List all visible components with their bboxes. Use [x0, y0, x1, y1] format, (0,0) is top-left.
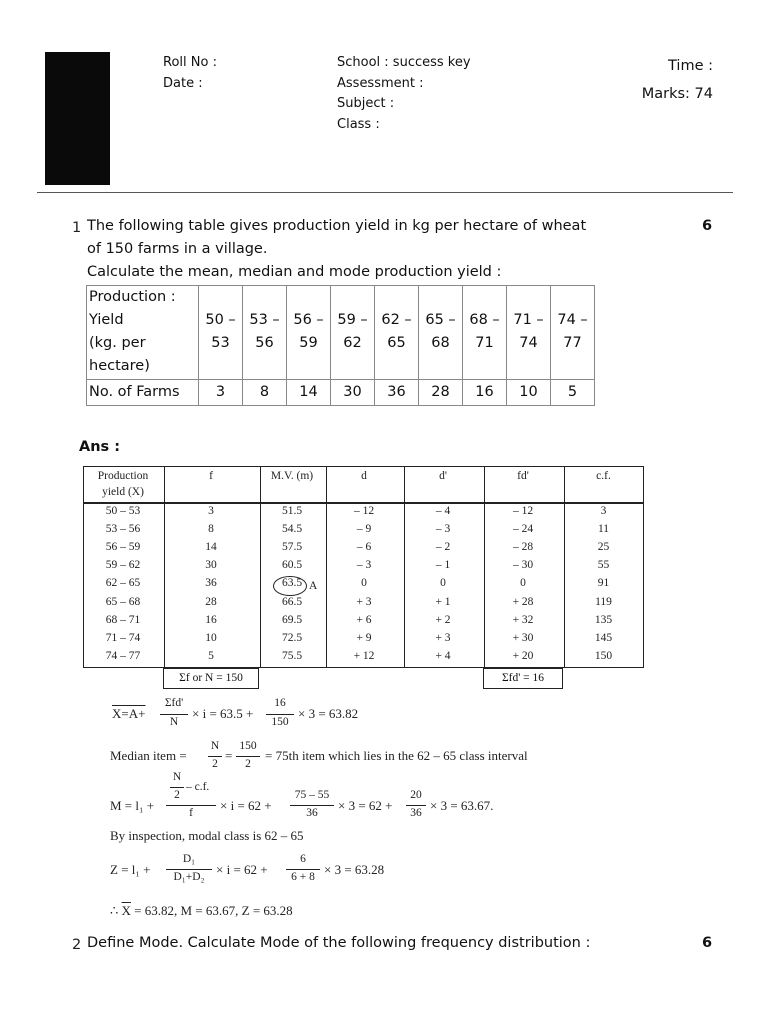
- question-1-marks: 6: [702, 218, 713, 234]
- median-lhs: M = l₁ +: [110, 798, 155, 813]
- class-end: 68: [431, 335, 450, 351]
- class-cell: [243, 286, 287, 380]
- subject-label: Subject :: [337, 96, 395, 111]
- median-num2: 75 – 55: [294, 789, 330, 801]
- header-line: hectare): [89, 358, 150, 374]
- mean-symbol: $\overline{X}$: [121, 903, 131, 918]
- median-minus-cf: – c.f.: [186, 781, 210, 793]
- class-label: Class :: [337, 117, 380, 132]
- class-end: 77: [563, 335, 582, 351]
- class-cell: [419, 286, 463, 380]
- row-mv: 54.5: [281, 523, 303, 536]
- class-start: 65 –: [425, 312, 456, 328]
- class-cell: [463, 286, 507, 380]
- question-2-marks: 6: [702, 935, 713, 951]
- farms-cell: 3: [199, 380, 243, 406]
- header-line: (kg. per: [89, 335, 146, 351]
- row-fd-prime: – 30: [512, 559, 534, 572]
- farms-cell: 10: [507, 380, 551, 406]
- median-n: N: [172, 771, 182, 783]
- row-fd-prime: – 12: [512, 505, 534, 517]
- row-mv: 72.5: [281, 631, 303, 644]
- row-cf: 25: [597, 541, 610, 554]
- row-f: 30: [205, 559, 217, 572]
- question-2-text: Define Mode. Calculate Mode of the following frequency distribution :: [87, 935, 591, 951]
- row-cf: 3: [600, 505, 607, 517]
- question-1-table: [86, 285, 595, 406]
- school-logo-block: [45, 52, 110, 185]
- class-end: 59: [299, 335, 318, 351]
- row-cf: 55: [597, 559, 610, 572]
- header-divider-line: [84, 502, 643, 504]
- row-mv: 51.5: [281, 505, 303, 517]
- conclusion: [110, 903, 293, 919]
- fraction-bar: [170, 787, 184, 788]
- row-f: 16: [205, 613, 217, 626]
- header-divider: [37, 192, 733, 193]
- median-mid: × i = 62 +: [220, 798, 272, 813]
- answer-label: Ans :: [79, 439, 121, 455]
- question-1-line-2: of 150 farms in a village.: [87, 241, 268, 257]
- class-cell: [199, 286, 243, 380]
- col-header-m: M.V. (m): [270, 470, 314, 482]
- row-mv: 75.5: [281, 649, 303, 662]
- row-fd-prime: – 28: [512, 541, 534, 554]
- row-d: – 12: [353, 505, 375, 517]
- fraction-bar: [406, 805, 426, 806]
- table-row: [87, 286, 595, 380]
- farms-cell: 14: [287, 380, 331, 406]
- row-mv: 63.5: [281, 577, 303, 590]
- row-d: – 6: [356, 541, 372, 554]
- mean-lhs-text: X=A+: [112, 706, 146, 721]
- mean-den2: 150: [271, 716, 289, 728]
- median-item-den1: 2: [212, 758, 218, 770]
- class-end: 56: [255, 335, 274, 351]
- col-header-x-2: yield (X): [102, 486, 144, 498]
- row-fd-prime: + 30: [512, 631, 534, 644]
- class-start: 53 –: [249, 312, 280, 328]
- row-d-prime: – 1: [435, 559, 451, 572]
- sum-fd-box: Σfd' = 16: [483, 668, 563, 689]
- farms-cell: 16: [463, 380, 507, 406]
- fraction-bar: [236, 756, 260, 757]
- mode-num1: D₁: [182, 853, 196, 865]
- row-cf: 119: [595, 595, 612, 608]
- school-label: School : success key: [337, 55, 471, 70]
- header-line: Production :: [89, 289, 176, 305]
- class-cell: [331, 286, 375, 380]
- farms-cell: 30: [331, 380, 375, 406]
- assumed-mean-circle: [273, 576, 307, 596]
- median-item-num2: 150: [239, 740, 257, 752]
- class-start: 71 –: [513, 312, 544, 328]
- row-class: 71 – 74: [105, 631, 141, 644]
- assessment-label: Assessment :: [337, 76, 424, 91]
- col-header-fd-prime: fd': [517, 470, 529, 482]
- mode-num2: 6: [300, 853, 306, 865]
- mode-den1: D₁+D₂: [173, 871, 205, 883]
- row-d: – 3: [356, 559, 372, 572]
- row-d-prime: + 3: [435, 631, 451, 644]
- fraction-bar: [160, 714, 188, 715]
- question-1-line-1: The following table gives production yield in kg per hectare of wheat: [87, 218, 587, 234]
- fraction-bar: [286, 869, 320, 870]
- fraction-bar: [166, 805, 216, 806]
- mode-mid: × i = 62 +: [216, 862, 268, 877]
- col-header-d: d: [361, 470, 367, 482]
- row-d: 0: [361, 577, 367, 590]
- fraction-bar: [266, 714, 294, 715]
- class-start: 68 –: [469, 312, 500, 328]
- row-mv: 66.5: [281, 595, 303, 608]
- class-cell: [507, 286, 551, 380]
- mean-mid: × i = 63.5 +: [192, 706, 254, 721]
- row-class: 68 – 71: [105, 613, 141, 626]
- row-cf: 91: [597, 577, 610, 590]
- row-d-prime: – 4: [435, 505, 451, 517]
- farms-cell: 28: [419, 380, 463, 406]
- row-d-prime: + 1: [435, 595, 451, 608]
- assumed-mean-mark: A: [309, 580, 318, 592]
- farms-label-cell: No. of Farms: [87, 380, 199, 406]
- conclusion-values: = 63.82, M = 63.67, Z = 63.28: [134, 903, 293, 918]
- row-f: 5: [208, 649, 214, 662]
- therefore-symbol: ∴: [110, 903, 119, 918]
- row-d: + 3: [356, 595, 372, 608]
- mode-end: × 3 = 63.28: [324, 862, 385, 877]
- median-item-num1: N: [210, 740, 220, 752]
- class-cell: [287, 286, 331, 380]
- roll-no-label: Roll No :: [163, 55, 217, 70]
- median-item-end: = 75th item which lies in the 62 – 65 class interval: [265, 748, 528, 763]
- marks-label: Marks: 74: [641, 86, 713, 102]
- row-fd-prime: + 20: [512, 649, 534, 662]
- class-end: 74: [519, 335, 538, 351]
- farms-cell: 36: [375, 380, 419, 406]
- row-mv: 57.5: [281, 541, 303, 554]
- mode-lhs: Z = l₁ +: [110, 862, 151, 877]
- question-1-number: 1: [72, 220, 82, 236]
- date-label: Date :: [163, 76, 203, 91]
- row-class: 53 – 56: [105, 523, 141, 536]
- row-f: 28: [205, 595, 217, 608]
- class-start: 59 –: [337, 312, 368, 328]
- time-label: Time :: [668, 58, 713, 74]
- row-mv: 69.5: [281, 613, 303, 626]
- median-den1: f: [189, 807, 193, 819]
- class-end: 53: [211, 335, 230, 351]
- class-start: 50 –: [205, 312, 236, 328]
- row-f: 36: [205, 577, 217, 590]
- row-cf: 150: [594, 649, 613, 662]
- median-end: × 3 = 63.67.: [430, 798, 494, 813]
- fraction-bar: [166, 869, 212, 870]
- row-class: 56 – 59: [105, 541, 141, 554]
- row-d-prime: + 2: [435, 613, 451, 626]
- row-f: 14: [205, 541, 217, 554]
- class-start: 74 –: [557, 312, 588, 328]
- header-line: Yield: [89, 312, 124, 328]
- farms-cell: 8: [243, 380, 287, 406]
- row-class: 74 – 77: [105, 649, 141, 662]
- row-cf: 135: [594, 613, 613, 626]
- farms-cell: 5: [551, 380, 595, 406]
- fraction-bar: [208, 756, 222, 757]
- col-header-x-1: Production: [97, 470, 149, 482]
- median-two: 2: [174, 789, 180, 801]
- mean-num1: Σfd': [164, 697, 184, 709]
- class-end: 62: [343, 335, 362, 351]
- row-d: + 6: [356, 613, 372, 626]
- row-d: + 12: [353, 649, 375, 662]
- row-d-prime: 0: [440, 577, 446, 590]
- row-fd-prime: + 28: [512, 595, 534, 608]
- row-d-prime: + 4: [435, 649, 451, 662]
- row-d-prime: – 2: [435, 541, 451, 554]
- mean-num2: 16: [274, 697, 286, 709]
- row-mv: 60.5: [281, 559, 303, 572]
- table-row: [87, 380, 595, 406]
- median-mid2: × 3 = 62 +: [338, 798, 393, 813]
- mean-end: × 3 = 63.82: [298, 706, 359, 721]
- row-fd-prime: – 24: [512, 523, 534, 536]
- class-end: 65: [387, 335, 406, 351]
- row-d-prime: – 3: [435, 523, 451, 536]
- row-d: + 9: [356, 631, 372, 644]
- median-item-lhs: Median item =: [110, 748, 187, 763]
- question-1-line-3: Calculate the mean, median and mode production yield :: [87, 264, 502, 280]
- row-f: 10: [205, 631, 217, 644]
- class-cell: [551, 286, 595, 380]
- question-2-number: 2: [72, 937, 82, 953]
- median-den3: 36: [410, 807, 422, 819]
- row-cf: 11: [597, 523, 610, 536]
- class-end: 71: [475, 335, 494, 351]
- class-start: 56 –: [293, 312, 324, 328]
- row-fd-prime: 0: [520, 577, 526, 590]
- row-class: 50 – 53: [105, 505, 141, 517]
- row-f: 8: [208, 523, 214, 536]
- row-class: 62 – 65: [105, 577, 141, 590]
- median-den2: 36: [306, 807, 318, 819]
- class-cell: [375, 286, 419, 380]
- col-header-d-prime: d': [439, 470, 447, 482]
- mean-den1: N: [169, 716, 179, 728]
- median-num3: 20: [410, 789, 422, 801]
- modal-class-inspection: By inspection, modal class is 62 – 65: [110, 828, 304, 843]
- row-f: 3: [208, 505, 214, 517]
- fraction-bar: [290, 805, 334, 806]
- mean-lhs: [112, 706, 145, 722]
- col-header-f: f: [209, 470, 213, 482]
- class-start: 62 –: [381, 312, 412, 328]
- row-class: 59 – 62: [105, 559, 141, 572]
- row-cf: 145: [594, 631, 613, 644]
- row-class: 65 – 68: [105, 595, 141, 608]
- row-fd-prime: + 32: [512, 613, 534, 626]
- sum-f-box: Σf or N = 150: [163, 668, 259, 689]
- col-header-cf: c.f.: [596, 470, 611, 482]
- row-d: – 9: [356, 523, 372, 536]
- mode-den2: 6 + 8: [291, 871, 315, 883]
- median-item-den2: 2: [245, 758, 251, 770]
- table-header-cell: [87, 286, 199, 380]
- median-item-eq: =: [225, 748, 233, 763]
